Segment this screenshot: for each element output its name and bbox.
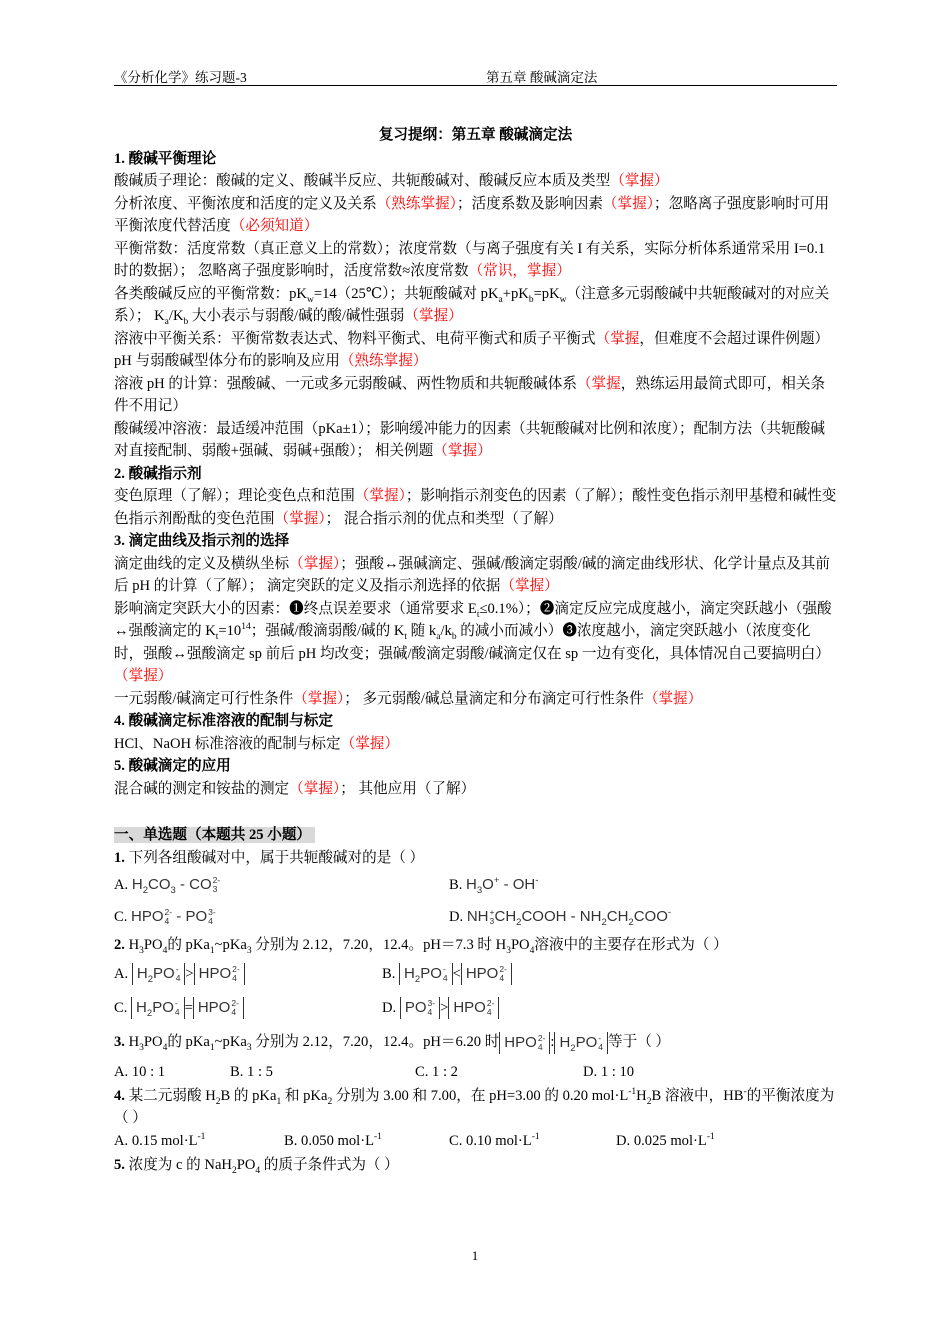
text: 的减小而减小）❸浓度越小，滴定突跃越小（浓度变化时，强酸↔强酸滴定 sp 前后 pH 均改变；强碱/酸滴定弱酸/碱滴定仅在 sp 一边有变化，具体情况自己要搞明白） <box>114 623 830 662</box>
question-section-title <box>114 824 837 847</box>
emphasis-tag: （掌握） <box>433 443 492 459</box>
option-d <box>449 906 671 929</box>
text: 变色原理（了解）；理论变色点和范围 <box>114 488 355 504</box>
options-row <box>114 1130 837 1154</box>
emphasis-tag: （掌握） <box>404 308 463 324</box>
section-heading-5: 5. 酸碱滴定的应用 <box>114 758 231 774</box>
concentration-bracket: HPO 2- 4 <box>461 963 512 985</box>
question-number: 2. <box>114 937 125 953</box>
text: 混合碱的测定和铵盐的测定 <box>114 780 290 797</box>
emphasis-tag: （掌握 <box>595 330 640 347</box>
paragraph <box>114 170 837 193</box>
text: 分析浓度、平衡浓度和活度的定义及关系 <box>114 195 377 212</box>
emphasis-tag: （掌握） <box>610 173 669 189</box>
concentration-bracket: PO 3- 4 <box>400 997 440 1019</box>
text: pH 与弱酸碱型体分布的影响及应用 <box>114 353 340 369</box>
question-number: 3. <box>114 1034 125 1051</box>
text: 一元弱酸/碱滴定可行性条件 <box>114 690 294 707</box>
paragraph <box>114 193 837 238</box>
emphasis-tag: （熟练掌握） <box>339 353 428 369</box>
option-b <box>449 874 538 897</box>
text: 酸碱缓冲溶液：最适缓冲范围（pKa±1）；影响缓冲能力的因素（共轭酸碱对比例和浓度）；配制方法（共轭酸碱对直接配制、弱酸+强碱、弱碱+强酸）； 相关例题 <box>114 420 825 459</box>
text: ；活度系数及影响因素 <box>456 195 603 212</box>
formula: NH + 3 $CH_2COOH - NH_2CH_2COO^-$ <box>466 906 672 928</box>
options-row <box>114 957 837 991</box>
header-left: 《分析化学》练习题-3 <box>114 70 247 85</box>
option-label: D. <box>449 908 467 925</box>
paragraph <box>114 733 837 756</box>
text: ； 多元弱酸/碱总量滴定和分布滴定可行性条件 <box>344 690 644 707</box>
paragraph <box>114 485 837 530</box>
emphasis-tag: （掌握 <box>576 375 621 392</box>
concentration-bracket: HPO 2- 4 <box>193 997 244 1019</box>
option-c: C. 1 : 2 <box>415 1064 458 1081</box>
question-number: 4. <box>114 1087 125 1104</box>
concentration-bracket: $H_2PO$ - 4 <box>131 997 185 1019</box>
text: 平衡常数：活度常数（真正意义上的常数）；浓度常数（与离子强度有关 I 有关系，实际分析体系通常采用 I=0.1 时的数据）； 忽略离子强度影响时，活度常数≈浓度常数 <box>114 240 826 279</box>
text: =pK <box>533 285 560 302</box>
emphasis-tag: （常识，掌握） <box>468 263 571 279</box>
paragraph <box>114 778 837 801</box>
text: 影响滴定突跃大小的因素：❶终点误差要求（通常要求 E <box>114 600 477 617</box>
emphasis-tag: （掌握） <box>500 578 559 594</box>
concentration-bracket: $H_2PO$ - 4 <box>554 1032 608 1054</box>
text: ；影响指示剂变色的因素（了解）；酸性变色指示剂甲基橙和碱性变色指示剂酚酞的变色范围 <box>114 488 837 527</box>
emphasis-tag: （掌握） <box>602 195 654 212</box>
text: /K <box>168 308 184 324</box>
paragraph <box>114 553 837 598</box>
header-rule <box>114 85 837 86</box>
text: ； 混合指示剂的优点和类型（了解） <box>325 510 563 527</box>
options-row <box>114 872 837 898</box>
paragraph <box>114 418 837 463</box>
concentration-bracket: HPO 2- 4 <box>194 963 245 985</box>
subscript: t <box>476 609 480 620</box>
option-a <box>114 961 382 987</box>
option-b <box>382 961 512 987</box>
option-b: B. 1 : 5 <box>230 1064 273 1081</box>
page-number: 1 <box>471 1248 479 1263</box>
text: 溶液中平衡关系：平衡常数表达式、物料平衡式、电荷平衡式和质子平衡式 <box>114 330 596 347</box>
text: 溶液 pH 的计算：强酸碱、一元或多元弱酸碱、两性物质和共轭酸碱体系 <box>114 375 577 392</box>
option-label: C. <box>114 999 128 1016</box>
text: 酸碱质子理论：酸碱的定义、酸碱半反应、共轭酸碱对、酸碱反应本质及类型 <box>114 173 611 189</box>
emphasis-tag: （掌握） <box>340 735 399 752</box>
text: ；强酸↔强碱滴定、强碱/酸滴定弱酸/碱的滴定曲线形状、化学计量点及其前后 pH 的计算（了解）； 滴定突跃的定义及指示剂选择的依据 <box>114 555 830 594</box>
option-label: A. <box>114 965 129 982</box>
emphasis-tag: （必须知道） <box>230 218 319 234</box>
options-row <box>114 991 837 1025</box>
question-5: 5. 浓度为 c 的 $NaH_2PO_4$ 的质子条件式为（ ） <box>114 1156 399 1176</box>
emphasis-tag: （熟练掌握） <box>376 195 457 212</box>
question-4: 4. 某二元弱酸 $H_2B$ 的 pKa$_1$ 和 pKa$_2$ 分别为 3.00 和 7.00，在 pH=3.00 的 0.20 $mol\cdot L^{-1}H_2B$ 溶液中，HB-的平衡浓度为（ ） <box>114 1086 835 1126</box>
subscript: w <box>306 294 314 305</box>
comparison-sign: > <box>440 999 449 1016</box>
emphasis-tag: （掌握） <box>643 690 703 707</box>
section-heading-1: 1. 酸碱平衡理论 <box>114 150 217 167</box>
option-label: D. <box>382 999 397 1016</box>
option-d: D. 0.025 $mol\cdot L^{-1}$ <box>616 1132 715 1150</box>
text: HCl、NaOH 标准溶液的配制与标定 <box>114 735 341 752</box>
section-heading-4: 4. 酸碱滴定标准溶液的配制与标定 <box>114 713 333 729</box>
option-d <box>382 995 499 1021</box>
text: =10 <box>218 623 242 639</box>
question-2: 2. $H_3PO_4$的 pKa$_1$~pKa$_3$ 分别为 2.12，7.20，12.4。pH＝7.3 时 $H_3PO_4$溶液中的主要存在形式为（ ） <box>114 937 728 956</box>
section-title-text: 一、单选题（本题共 25 小题） <box>114 827 315 843</box>
option-label: C. <box>114 908 132 925</box>
subscript: a <box>436 631 441 642</box>
text: /k <box>440 623 452 639</box>
section-heading-2: 2. 酸碱指示剂 <box>114 465 202 482</box>
subscript: t <box>404 631 408 642</box>
formula: $H_3O^+ - OH^-$ <box>466 874 539 896</box>
options-row <box>114 1061 837 1085</box>
section-heading-3: 3. 滴定曲线及指示剂的选择 <box>114 533 290 549</box>
paragraph <box>114 238 837 283</box>
text: 随 k <box>407 623 437 639</box>
text: 大小表示与弱酸/碱的酸/碱性强弱 <box>188 308 405 324</box>
text: （注意多元弱酸碱中共轭酸碱对的对应关系）； K <box>114 285 830 324</box>
text: ；强碱/酸滴弱酸/碱的 K <box>250 623 405 639</box>
emphasis-tag: （掌握） <box>274 510 326 527</box>
emphasis-tag: （掌握） <box>289 555 341 572</box>
page-title: 复习提纲：第五章 酸碱滴定法 <box>378 127 573 143</box>
text: 滴定曲线的定义及横纵坐标 <box>114 555 290 572</box>
emphasis-tag: （掌握） <box>293 690 345 707</box>
option-c <box>114 995 382 1021</box>
comparison-sign: < <box>452 965 461 982</box>
comparison-sign: = <box>184 999 193 1016</box>
question-number: 1. <box>114 849 125 866</box>
header-center: 第五章 酸碱滴定法 <box>486 70 598 85</box>
option-label: B. <box>449 876 467 893</box>
text: ，但难度不会超过课件例题） <box>639 330 830 347</box>
text: ≤0.1%）；❷滴定反应完成度越小，滴定突跃越小（强酸↔强酸滴定的 K <box>114 600 832 639</box>
option-d: D. 1 : 10 <box>583 1064 635 1081</box>
question-number: 5. <box>114 1156 125 1173</box>
text: ； 其他应用（了解） <box>340 780 476 797</box>
option-b: B. 0.050 $mol\cdot L^{-1}$ <box>284 1132 382 1150</box>
page-content <box>114 124 837 1176</box>
superscript: 14 <box>241 622 251 633</box>
paragraph <box>114 350 837 373</box>
option-a: A. 0.15 $mol\cdot L^{-1}$ <box>114 1132 206 1150</box>
options-row <box>114 904 837 930</box>
paragraph <box>114 688 837 711</box>
concentration-bracket: $H_2PO$ - 4 <box>399 963 453 985</box>
emphasis-tag: （掌握） <box>289 780 341 797</box>
option-c: C. 0.10 $mol\cdot L^{-1}$ <box>449 1132 540 1150</box>
option-a <box>114 874 449 897</box>
option-a: A. 10 : 1 <box>114 1064 166 1081</box>
subscript: a <box>498 294 503 305</box>
option-label: A. <box>114 876 132 893</box>
option-c <box>114 906 449 929</box>
question-1 <box>114 847 837 870</box>
question-text: 下列各组酸碱对中，属于共轭酸碱对的是（ ） <box>124 849 425 866</box>
paragraph <box>114 598 837 688</box>
comparison-sign: > <box>185 965 194 982</box>
subscript: w <box>559 294 567 305</box>
text: +pK <box>502 285 529 302</box>
text: =14（25℃）；共轭酸碱对 pK <box>313 285 499 302</box>
concentration-bracket: HPO 2- 4 <box>499 1032 550 1054</box>
formula: $H_2CO_3$ - CO 2- 3 <box>131 874 221 896</box>
emphasis-tag: （掌握） <box>354 488 406 504</box>
concentration-bracket: HPO 2- 4 <box>448 997 499 1019</box>
subscript: a <box>164 316 169 327</box>
paragraph <box>114 373 837 418</box>
paragraph <box>114 328 837 351</box>
formula: HPO 2- 4 - PO 3- 4 <box>131 906 216 926</box>
concentration-bracket: $H_2PO$ - 4 <box>132 963 186 985</box>
subscript: t <box>215 631 219 642</box>
question-3: 3. $H_3PO_4$的 pKa$_1$~pKa$_3$ 分别为 2.12，7.20，12.4。pH＝6.20 时 HPO 2- 4 : $H_2PO$ - 4 等于（ ） <box>114 1032 671 1054</box>
option-label: B. <box>382 965 396 982</box>
subscript: b <box>451 631 457 642</box>
subscript: b <box>528 294 534 305</box>
subscript: b <box>183 316 189 327</box>
text: ，熟练运用最简式即可，相关条件不用记） <box>114 375 826 414</box>
ratio-sign: : <box>550 1034 555 1051</box>
emphasis-tag: （掌握） <box>114 668 173 684</box>
paragraph <box>114 283 837 328</box>
text: 各类酸碱反应的平衡常数：pK <box>114 285 307 302</box>
text: ；忽略离子强度影响时可用平衡浓度代替活度 <box>114 195 830 234</box>
